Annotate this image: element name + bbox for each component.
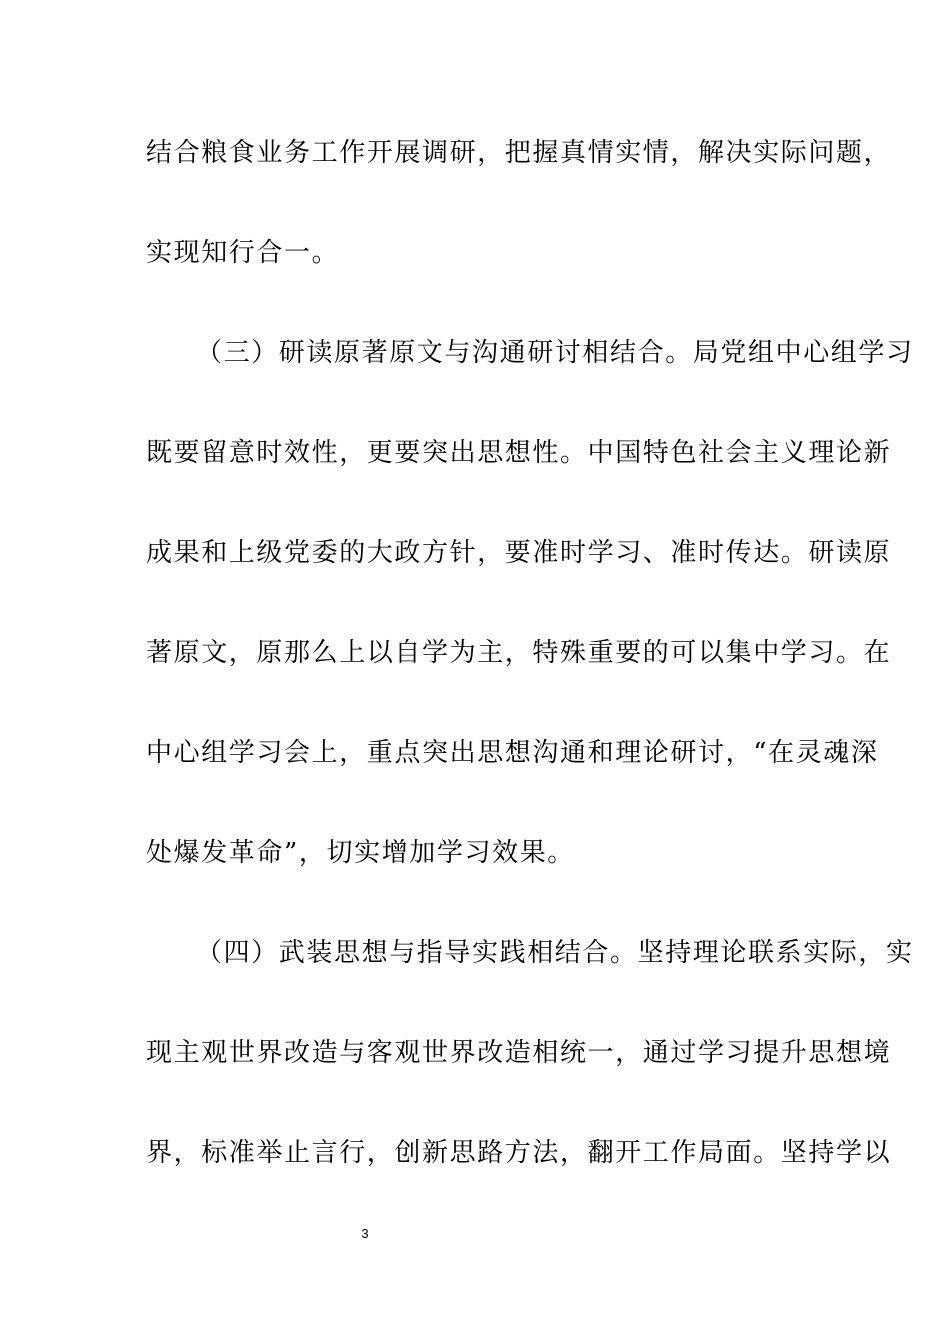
page-number: 3	[361, 1226, 369, 1241]
paragraph-line: 实现知行合一。	[146, 238, 340, 268]
paragraph-line: 处爆发革命”，切实增加学习效果。	[146, 838, 575, 868]
paragraph-line: 既要留意时效性，更要突出思想性。中国特色社会主义理论新	[146, 438, 892, 468]
paragraph-line: 界，标准举止言行，创新思路方法，翻开工作局面。坚持学以	[146, 1138, 892, 1168]
paragraph-line: 中心组学习会上，重点突出思想沟通和理论研讨，“在灵魂深	[146, 738, 879, 768]
paragraph-line: 著原文，原那么上以自学为主，特殊重要的可以集中学习。在	[146, 638, 892, 668]
paragraph-line: 成果和上级党委的大政方针，要准时学习、准时传达。研读原	[146, 538, 892, 568]
paragraph-line: 结合粮食业务工作开展调研，把握真情实情，解决实际问题，	[146, 138, 892, 168]
section-heading-line: （三）研读原著原文与沟通研讨相结合。局党组中心组学习	[196, 338, 914, 368]
paragraph-line: 现主观世界改造与客观世界改造相统一，通过学习提升思想境	[146, 1038, 892, 1068]
section-heading-line: （四）武装思想与指导实践相结合。坚持理论联系实际，实	[196, 938, 914, 968]
